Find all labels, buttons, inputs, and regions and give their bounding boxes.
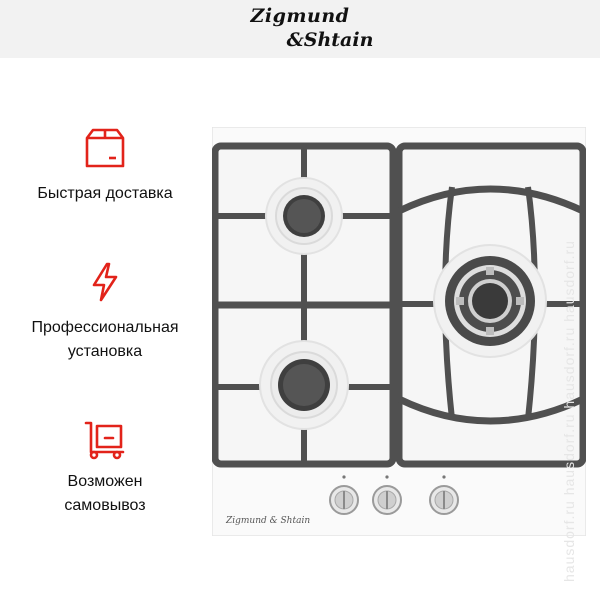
- package-icon: [83, 126, 127, 170]
- burner-wok: [434, 245, 546, 357]
- hand-truck-icon: [83, 420, 127, 460]
- feature-fast-delivery: [0, 126, 210, 206]
- feature-professional-install: [0, 262, 210, 364]
- feature-label-line1: Возможен: [67, 473, 143, 490]
- panel-brand-text: Zigmund & Shtain: [226, 516, 311, 526]
- brand-logo-line1: Zigmund: [250, 5, 350, 27]
- header-bar: [0, 0, 600, 58]
- feature-label-line1: Профессиональная: [31, 319, 179, 336]
- knob-center[interactable]: [373, 486, 401, 514]
- brand-logo[interactable]: [0, 4, 600, 52]
- feature-label: Быстрая доставка: [37, 185, 173, 202]
- feature-self-pickup: [0, 420, 210, 518]
- knob-left[interactable]: [330, 486, 358, 514]
- knob-right[interactable]: [430, 486, 458, 514]
- watermark-text: hausdorf.ru hausdorf.ru hausdorf.ru hausdorf.ru: [561, 240, 577, 582]
- burner-medium: [260, 341, 348, 429]
- burner-small: [266, 178, 342, 254]
- brand-logo-line2: &Shtain: [286, 29, 374, 51]
- gas-hob-image: [212, 127, 586, 536]
- feature-label-line2: самовывоз: [64, 497, 146, 514]
- feature-label-line2: установка: [67, 343, 143, 360]
- lightning-icon: [90, 262, 120, 302]
